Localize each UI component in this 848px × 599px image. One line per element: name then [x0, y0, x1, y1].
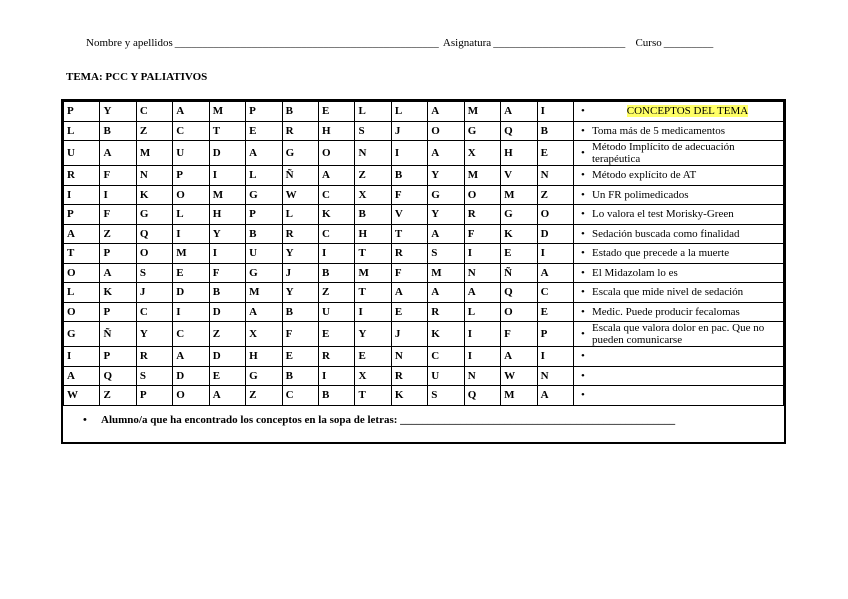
grid-letter[interactable]: O	[136, 244, 172, 264]
grid-letter[interactable]: I	[464, 322, 500, 347]
grid-letter[interactable]: F	[501, 322, 537, 347]
grid-letter[interactable]: K	[428, 322, 464, 347]
grid-letter[interactable]: M	[501, 185, 537, 205]
grid-letter[interactable]: B	[537, 121, 573, 141]
grid-letter[interactable]: A	[391, 283, 427, 303]
footer-bullet: •	[83, 414, 87, 426]
name-label: Nombre y apellidos	[86, 37, 173, 49]
grid-letter[interactable]: R	[391, 244, 427, 264]
grid-row	[64, 347, 784, 367]
grid-letter[interactable]: A	[100, 141, 136, 166]
grid-letter[interactable]: C	[173, 322, 209, 347]
grid-letter[interactable]: N	[464, 366, 500, 386]
grid-letter[interactable]: T	[64, 244, 100, 264]
grid-letter[interactable]: A	[173, 347, 209, 367]
grid-letter[interactable]: W	[501, 366, 537, 386]
grid-letter[interactable]: L	[64, 283, 100, 303]
grid-letter[interactable]: H	[209, 205, 245, 225]
grid-letter[interactable]: C	[537, 283, 573, 303]
grid-letter[interactable]: Y	[282, 283, 318, 303]
grid-letter[interactable]: A	[209, 386, 245, 406]
grid-letter[interactable]: O	[173, 185, 209, 205]
concept-item	[573, 366, 783, 386]
grid-letter[interactable]: M	[173, 244, 209, 264]
grid-letter[interactable]: U	[64, 141, 100, 166]
grid-row	[64, 121, 784, 141]
grid-letter[interactable]: O	[537, 205, 573, 225]
grid-letter[interactable]: C	[319, 224, 355, 244]
grid-letter[interactable]: L	[391, 102, 427, 122]
grid-letter[interactable]: K	[100, 283, 136, 303]
grid-letter[interactable]: Z	[100, 386, 136, 406]
grid-letter[interactable]: L	[64, 121, 100, 141]
grid-letter[interactable]: D	[209, 141, 245, 166]
grid-letter[interactable]: E	[246, 121, 282, 141]
grid-letter[interactable]: P	[173, 166, 209, 186]
grid-letter[interactable]: G	[64, 322, 100, 347]
concept-item	[573, 347, 783, 367]
grid-letter[interactable]: R	[136, 347, 172, 367]
grid-row	[64, 141, 784, 166]
grid-letter[interactable]: Y	[209, 224, 245, 244]
footer	[83, 414, 675, 426]
concept-item: • Sedación buscada como finalidad	[573, 224, 783, 244]
grid-letter[interactable]: A	[501, 347, 537, 367]
grid-letter[interactable]: C	[319, 185, 355, 205]
grid-row	[64, 224, 784, 244]
grid-letter[interactable]: M	[209, 185, 245, 205]
concept-item: • Escala que mide nivel de sedación	[573, 283, 783, 303]
grid-row	[64, 283, 784, 303]
grid-letter[interactable]: R	[391, 366, 427, 386]
grid-letter[interactable]: O	[428, 121, 464, 141]
grid-letter[interactable]: Z	[319, 283, 355, 303]
grid-letter[interactable]: Y	[100, 102, 136, 122]
concept-item: • Estado que precede a la muerte	[573, 244, 783, 264]
grid-letter[interactable]: G	[428, 185, 464, 205]
grid-letter[interactable]: M	[355, 263, 391, 283]
grid-letter[interactable]: S	[428, 386, 464, 406]
grid-letter[interactable]: S	[136, 366, 172, 386]
grid-letter[interactable]: N	[136, 166, 172, 186]
grid-letter[interactable]: C	[173, 121, 209, 141]
grid-letter[interactable]: F	[209, 263, 245, 283]
concept-item: • Lo valora el test Morisky-Green	[573, 205, 783, 225]
grid-letter[interactable]: C	[282, 386, 318, 406]
grid-letter[interactable]: E	[537, 302, 573, 322]
grid-letter[interactable]: X	[464, 141, 500, 166]
grid-letter[interactable]: E	[355, 347, 391, 367]
grid-row	[64, 386, 784, 406]
grid-letter[interactable]: P	[136, 386, 172, 406]
grid-letter[interactable]: E	[319, 102, 355, 122]
grid-letter[interactable]: Q	[501, 283, 537, 303]
grid-letter[interactable]: J	[391, 121, 427, 141]
grid-letter[interactable]: X	[355, 366, 391, 386]
grid-letter[interactable]: Q	[501, 121, 537, 141]
grid-letter[interactable]: Ñ	[100, 322, 136, 347]
grid-letter[interactable]: P	[537, 322, 573, 347]
grid-letter[interactable]: Ñ	[282, 166, 318, 186]
grid-letter[interactable]: F	[391, 263, 427, 283]
concept-item: • Un FR polimedicados	[573, 185, 783, 205]
grid-letter[interactable]: L	[173, 205, 209, 225]
grid-letter[interactable]: E	[173, 263, 209, 283]
grid-letter[interactable]: P	[64, 205, 100, 225]
grid-letter[interactable]: U	[246, 244, 282, 264]
grid-letter[interactable]: N	[464, 263, 500, 283]
grid-letter[interactable]: D	[173, 283, 209, 303]
grid-letter[interactable]: A	[173, 102, 209, 122]
grid-letter[interactable]: E	[501, 244, 537, 264]
grid-letter[interactable]: B	[282, 102, 318, 122]
grid-letter[interactable]: D	[209, 302, 245, 322]
grid-letter[interactable]: H	[355, 224, 391, 244]
grid-letter[interactable]: O	[64, 263, 100, 283]
grid-letter[interactable]: J	[136, 283, 172, 303]
grid-letter[interactable]: Z	[136, 121, 172, 141]
grid-letter[interactable]: Q	[464, 386, 500, 406]
concept-item: • Toma más de 5 medicamentos	[573, 121, 783, 141]
grid-letter[interactable]: O	[501, 302, 537, 322]
grid-letter[interactable]: U	[319, 302, 355, 322]
grid-letter[interactable]: G	[246, 366, 282, 386]
grid-letter[interactable]: O	[464, 185, 500, 205]
grid-letter[interactable]: R	[319, 347, 355, 367]
grid-letter[interactable]: T	[391, 224, 427, 244]
grid-letter[interactable]: B	[282, 366, 318, 386]
grid-letter[interactable]: K	[136, 185, 172, 205]
grid-letter[interactable]: C	[136, 302, 172, 322]
grid-letter[interactable]: E	[209, 366, 245, 386]
grid-letter[interactable]: B	[319, 386, 355, 406]
grid-letter[interactable]: G	[282, 141, 318, 166]
grid-letter[interactable]: V	[501, 166, 537, 186]
concept-item: • Medic. Puede producir fecalomas	[573, 302, 783, 322]
grid-letter[interactable]: B	[100, 121, 136, 141]
grid-letter[interactable]: R	[282, 224, 318, 244]
grid-letter[interactable]: F	[391, 185, 427, 205]
grid-letter[interactable]: F	[100, 205, 136, 225]
grid-letter[interactable]: I	[100, 185, 136, 205]
grid-letter[interactable]: N	[391, 347, 427, 367]
grid-letter[interactable]: G	[246, 185, 282, 205]
grid-letter[interactable]: W	[64, 386, 100, 406]
concepts-header	[573, 102, 783, 122]
grid-letter[interactable]: K	[319, 205, 355, 225]
grid-letter[interactable]: Z	[100, 224, 136, 244]
grid-letter[interactable]: A	[64, 366, 100, 386]
grid-letter[interactable]: J	[282, 263, 318, 283]
word-search-sheet	[61, 99, 786, 444]
grid-letter[interactable]: N	[537, 366, 573, 386]
subject-blank[interactable]: ________________________	[493, 37, 626, 49]
grid-letter[interactable]: R	[464, 205, 500, 225]
grid-letter[interactable]: A	[246, 302, 282, 322]
course-blank[interactable]: _________	[663, 37, 714, 49]
grid-letter[interactable]: P	[246, 102, 282, 122]
grid-letter[interactable]: M	[464, 166, 500, 186]
footer-label: Alumno/a que ha encontrado los conceptos en la sopa de letras:	[101, 414, 398, 426]
grid-letter[interactable]: F	[282, 322, 318, 347]
grid-letter[interactable]: I	[355, 302, 391, 322]
grid-letter[interactable]: G	[501, 205, 537, 225]
grid-letter[interactable]: L	[246, 166, 282, 186]
grid-letter[interactable]: Y	[355, 322, 391, 347]
grid-letter[interactable]: L	[464, 302, 500, 322]
grid-letter[interactable]: R	[428, 302, 464, 322]
grid-letter[interactable]: J	[391, 322, 427, 347]
concepts-header-label: CONCEPTOS DEL TEMA	[626, 105, 749, 118]
grid-letter[interactable]: D	[537, 224, 573, 244]
grid-letter[interactable]: A	[428, 283, 464, 303]
grid-letter[interactable]: A	[428, 141, 464, 166]
concept-item: • Método Implícito de adecuación terapéutica	[573, 141, 783, 166]
grid-letter[interactable]: F	[100, 166, 136, 186]
grid-letter[interactable]: Z	[246, 386, 282, 406]
grid-letter[interactable]: A	[246, 141, 282, 166]
grid-letter[interactable]: Y	[428, 205, 464, 225]
grid-letter[interactable]: A	[501, 102, 537, 122]
grid-letter[interactable]: L	[282, 205, 318, 225]
grid-letter[interactable]: M	[428, 263, 464, 283]
grid-letter[interactable]: G	[136, 205, 172, 225]
grid-letter[interactable]: B	[246, 224, 282, 244]
grid-letter[interactable]: Z	[537, 185, 573, 205]
grid-row	[64, 166, 784, 186]
grid-letter[interactable]: R	[282, 121, 318, 141]
grid-row	[64, 102, 784, 122]
grid-letter[interactable]: E	[537, 141, 573, 166]
grid-letter[interactable]: M	[464, 102, 500, 122]
grid-letter[interactable]: I	[209, 244, 245, 264]
grid-letter[interactable]: P	[64, 102, 100, 122]
grid-letter[interactable]: I	[64, 347, 100, 367]
grid-letter[interactable]: Z	[355, 166, 391, 186]
grid-letter[interactable]: V	[391, 205, 427, 225]
grid-letter[interactable]: B	[355, 205, 391, 225]
grid-row	[64, 205, 784, 225]
grid-letter[interactable]: M	[209, 102, 245, 122]
grid-letter[interactable]: A	[319, 166, 355, 186]
grid-letter[interactable]: U	[173, 141, 209, 166]
grid-letter[interactable]: T	[355, 386, 391, 406]
grid-row	[64, 244, 784, 264]
grid-letter[interactable]: X	[246, 322, 282, 347]
grid-letter[interactable]: P	[100, 244, 136, 264]
grid-letter[interactable]: I	[537, 244, 573, 264]
grid-letter[interactable]: M	[246, 283, 282, 303]
grid-letter[interactable]: C	[428, 347, 464, 367]
grid-letter[interactable]: B	[282, 302, 318, 322]
concept-item	[573, 386, 783, 406]
grid-letter[interactable]: F	[464, 224, 500, 244]
grid-letter[interactable]: E	[319, 322, 355, 347]
grid-letter[interactable]: B	[319, 263, 355, 283]
footer-blank[interactable]: __________________________________________________	[400, 414, 676, 426]
grid-row	[64, 366, 784, 386]
grid-letter[interactable]: N	[537, 166, 573, 186]
grid-letter[interactable]: G	[246, 263, 282, 283]
grid-letter[interactable]: E	[391, 302, 427, 322]
grid-letter[interactable]: I	[209, 166, 245, 186]
grid-letter[interactable]: I	[464, 244, 500, 264]
concept-item: • Escala que valora dolor en pac. Que no pueden comunicarse	[573, 322, 783, 347]
grid-letter[interactable]: Z	[209, 322, 245, 347]
concept-item: • El Midazolam lo es	[573, 263, 783, 283]
grid-letter[interactable]: A	[428, 102, 464, 122]
grid-letter[interactable]: Y	[136, 322, 172, 347]
subject-label: Asignatura	[442, 37, 492, 49]
grid-letter[interactable]: S	[355, 121, 391, 141]
grid-letter[interactable]: H	[246, 347, 282, 367]
grid-letter[interactable]: B	[391, 166, 427, 186]
grid-letter[interactable]: Y	[282, 244, 318, 264]
grid-letter[interactable]: I	[173, 302, 209, 322]
grid-letter[interactable]: H	[319, 121, 355, 141]
grid-letter[interactable]: D	[173, 366, 209, 386]
name-blank[interactable]: ________________________________________________	[174, 37, 439, 49]
topic-title: TEMA: PCC Y PALIATIVOS	[66, 71, 208, 83]
grid-letter[interactable]: O	[173, 386, 209, 406]
grid-row	[64, 302, 784, 322]
grid-letter[interactable]: K	[501, 224, 537, 244]
word-search-grid	[63, 101, 784, 406]
grid-letter[interactable]: T	[355, 283, 391, 303]
grid-letter[interactable]: P	[100, 302, 136, 322]
grid-letter[interactable]: M	[501, 386, 537, 406]
grid-letter[interactable]: I	[464, 347, 500, 367]
grid-letter[interactable]: R	[64, 166, 100, 186]
concept-item: • Método explícito de AT	[573, 166, 783, 186]
grid-letter[interactable]: N	[355, 141, 391, 166]
course-label: Curso	[635, 37, 662, 49]
grid-letter[interactable]: H	[501, 141, 537, 166]
grid-letter[interactable]: M	[136, 141, 172, 166]
grid-letter[interactable]: K	[391, 386, 427, 406]
grid-letter[interactable]: O	[319, 141, 355, 166]
grid-letter[interactable]: U	[428, 366, 464, 386]
grid-letter[interactable]: T	[209, 121, 245, 141]
grid-letter[interactable]: I	[64, 185, 100, 205]
grid-letter[interactable]: I	[319, 244, 355, 264]
grid-letter[interactable]: A	[64, 224, 100, 244]
grid-letter[interactable]: Q	[136, 224, 172, 244]
grid-letter[interactable]: I	[391, 141, 427, 166]
grid-letter[interactable]: G	[464, 121, 500, 141]
grid-letter[interactable]: L	[355, 102, 391, 122]
grid-letter[interactable]: A	[100, 263, 136, 283]
grid-letter[interactable]: X	[355, 185, 391, 205]
grid-letter[interactable]: S	[428, 244, 464, 264]
grid-letter[interactable]: I	[173, 224, 209, 244]
grid-letter[interactable]: I	[319, 366, 355, 386]
grid-letter[interactable]: Y	[428, 166, 464, 186]
grid-letter[interactable]: B	[209, 283, 245, 303]
grid-letter[interactable]: I	[537, 347, 573, 367]
grid-letter[interactable]: A	[464, 283, 500, 303]
grid-letter[interactable]: I	[537, 102, 573, 122]
grid-letter[interactable]: O	[64, 302, 100, 322]
grid-row	[64, 263, 784, 283]
grid-letter[interactable]: T	[355, 244, 391, 264]
grid-letter[interactable]: D	[209, 347, 245, 367]
grid-letter[interactable]: E	[282, 347, 318, 367]
grid-row	[64, 185, 784, 205]
grid-row	[64, 322, 784, 347]
header-line	[86, 37, 715, 49]
grid-letter[interactable]: Q	[100, 366, 136, 386]
grid-letter[interactable]: P	[246, 205, 282, 225]
grid-letter[interactable]: P	[100, 347, 136, 367]
grid-letter[interactable]: Ñ	[501, 263, 537, 283]
grid-letter[interactable]: W	[282, 185, 318, 205]
grid-letter[interactable]: S	[136, 263, 172, 283]
grid-letter[interactable]: A	[537, 263, 573, 283]
grid-letter[interactable]: A	[537, 386, 573, 406]
grid-letter[interactable]: C	[136, 102, 172, 122]
grid-letter[interactable]: A	[428, 224, 464, 244]
